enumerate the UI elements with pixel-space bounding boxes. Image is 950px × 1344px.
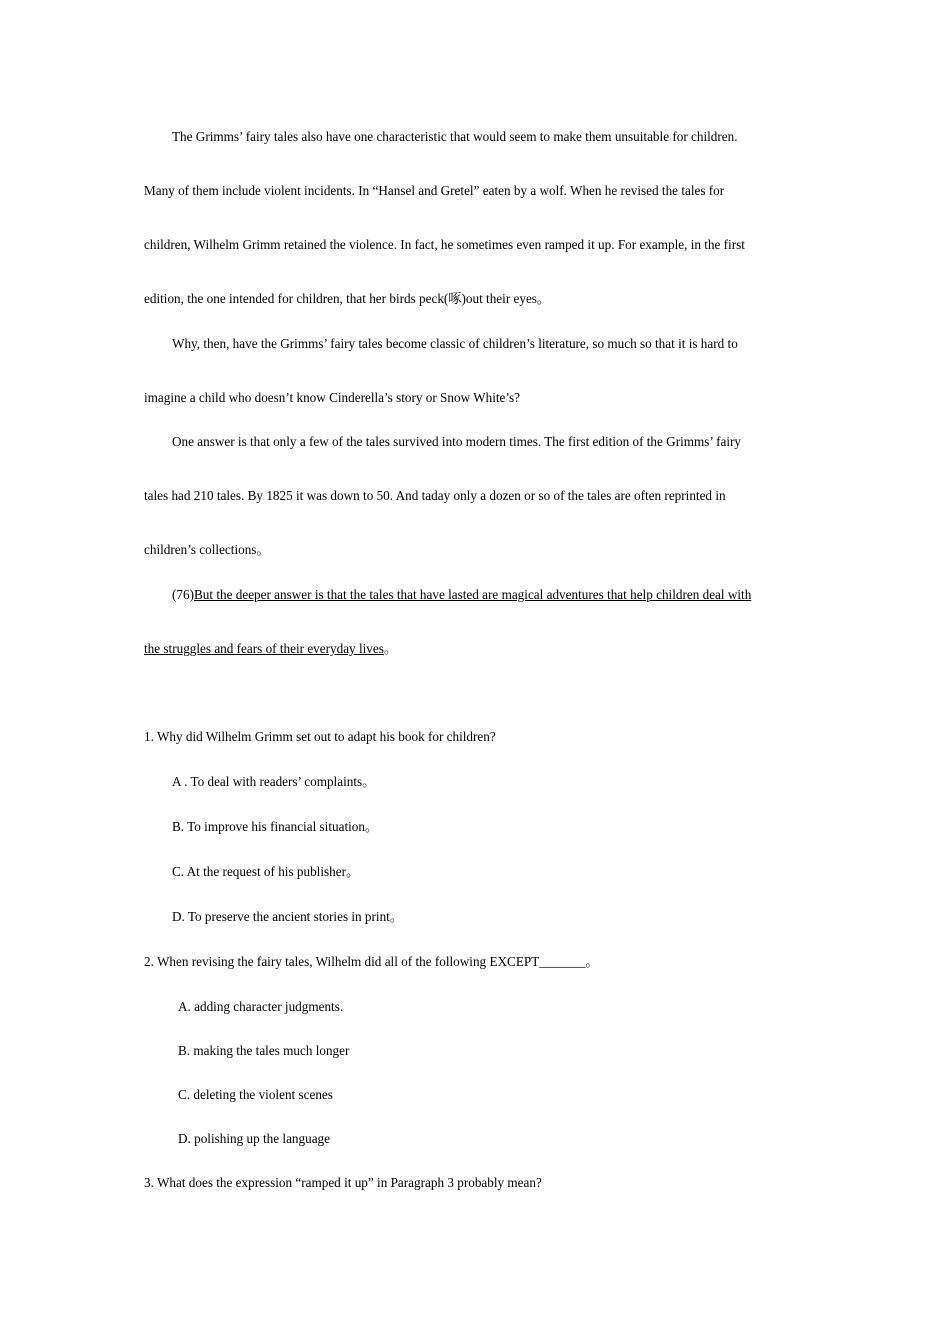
question-option: D. polishing up the language	[178, 1131, 330, 1146]
paragraph-line: Why, then, have the Grimms’ fairy tales become classic of children’s literature, so much so that it is hard to	[172, 336, 738, 351]
question-option: A. adding character judgments.	[178, 999, 344, 1014]
question-option: C. At the request of his publisher。	[172, 864, 360, 879]
question-option: A . To deal with readers’ complaints。	[172, 774, 376, 789]
paragraph-line: edition, the one intended for children, that her birds peck(啄)out their eyes。	[144, 291, 551, 306]
question-stem: 1. Why did Wilhelm Grimm set out to adapt his book for children?	[144, 729, 496, 744]
paragraph-line: imagine a child who doesn’t know Cinderella’s story or Snow White’s?	[144, 390, 521, 405]
question-option: B. making the tales much longer	[178, 1043, 350, 1058]
paragraph-line: children’s collections。	[144, 542, 270, 557]
translation-sentence-cont	[144, 641, 397, 657]
paragraph-line: One answer is that only a few of the tales survived into modern times. The first edition of the Grimms’ fairy	[172, 434, 741, 449]
sentence-number: (76)	[172, 587, 194, 602]
underlined-sentence: But the deeper answer is that the tales that have lasted are magical adventures that help children deal with	[193, 587, 752, 602]
translation-sentence	[172, 587, 751, 603]
question-option: D. To preserve the ancient stories in print。	[172, 909, 404, 924]
sentence-end: 。	[383, 641, 398, 656]
paragraph-line: Many of them include violent incidents. In “Hansel and Gretel” eaten by a wolf. When he revised the tales for	[144, 183, 725, 198]
question-stem: 3. What does the expression “ramped it up” in Paragraph 3 probably mean?	[144, 1175, 542, 1190]
question-option: C. deleting the violent scenes	[178, 1087, 333, 1102]
question-stem: 2. When revising the fairy tales, Wilhelm did all of the following EXCEPT_______。	[144, 954, 599, 969]
paragraph-line: children, Wilhelm Grimm retained the violence. In fact, he sometimes even ramped it up. For example, in the first	[144, 237, 745, 252]
question-option: B. To improve his financial situation。	[172, 819, 379, 834]
paragraph-line: The Grimms’ fairy tales also have one characteristic that would seem to make them unsuitable for children.	[172, 129, 738, 144]
underlined-sentence: the struggles and fears of their everyday lives	[144, 641, 384, 656]
paragraph-line: tales had 210 tales. By 1825 it was down to 50. And taday only a dozen or so of the tales are often reprinted in	[144, 488, 726, 503]
